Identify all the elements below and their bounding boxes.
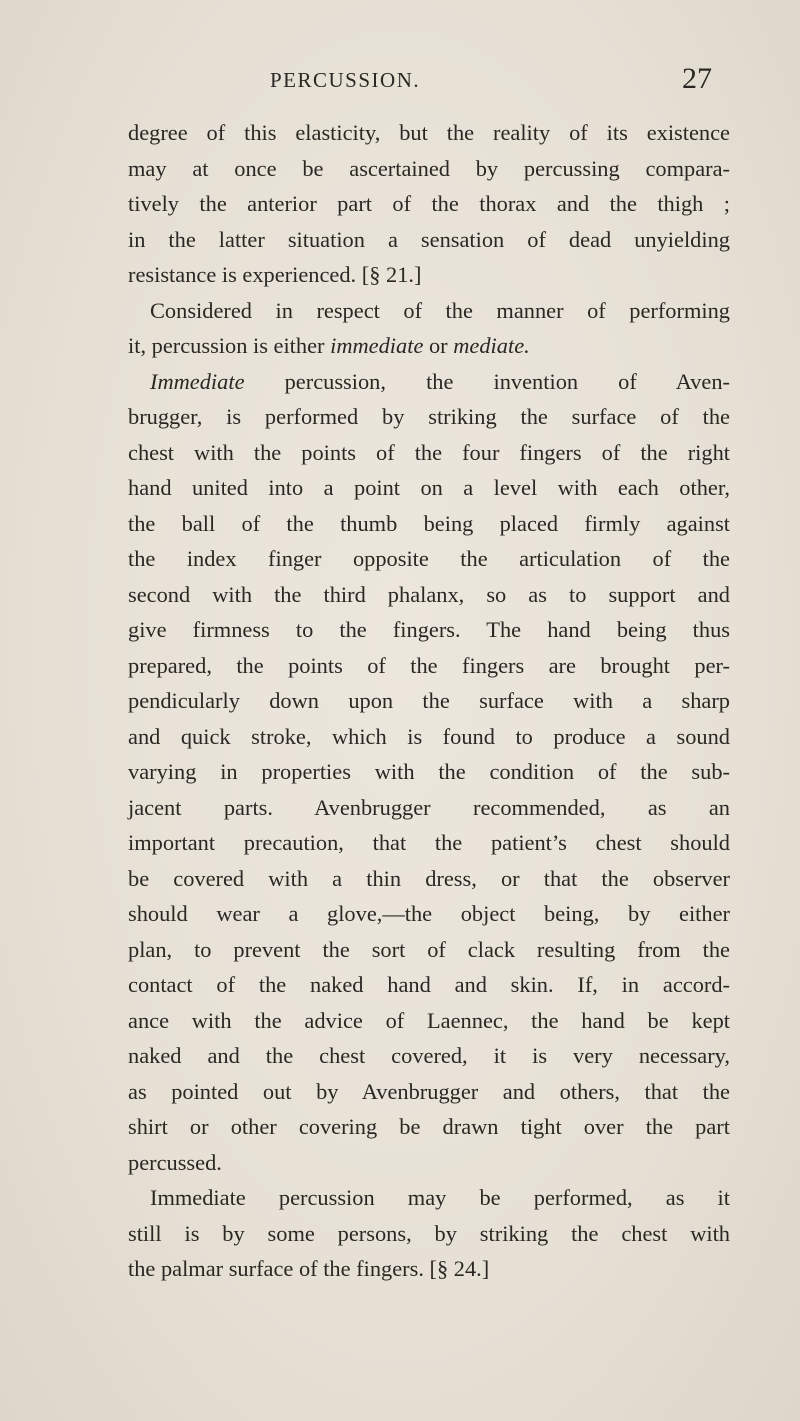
text-line: the palmar surface of the fingers. [§ 24.] (128, 1256, 490, 1281)
italic-term-immediate: immediate (330, 333, 424, 358)
text-line: ance with the advice of Laennec, the hand be kept (128, 1007, 730, 1033)
text-line: pendicularly down upon the surface with a sharp (128, 688, 730, 713)
text-line: percussed. (128, 1149, 222, 1175)
text-line: contact of the naked hand and skin. If, in accord- (128, 972, 730, 997)
text-line: resistance is experienced. [§ 21.] (128, 262, 422, 287)
text-segment: it, percussion is either (128, 333, 331, 358)
text-line: hand united into a point on a level with each other, (128, 475, 730, 500)
text-line: Immediate percussion may be performed, as it (150, 1185, 730, 1210)
text-line: may at once be ascertained by percussing compara- (128, 155, 730, 181)
italic-term-immediate: Immediate (150, 368, 245, 394)
text-line: chest with the points of the four fingers of the right (128, 439, 730, 465)
text-line: and quick stroke, which is found to produce a sound (128, 723, 730, 749)
text-line-mixed (128, 328, 730, 364)
text-line: important precaution, that the patient’s chest should (128, 830, 730, 855)
text-line: plan, to prevent the sort of clack resulting from the (128, 936, 730, 962)
page-header (0, 62, 800, 102)
text-line: second with the third phalanx, so as to support and (128, 581, 730, 607)
text-line: tively the anterior part of the thorax and the thigh ; (128, 191, 730, 216)
italic-term-mediate: mediate. (453, 333, 530, 358)
body-text (128, 115, 730, 1287)
text-line: Considered in respect of the manner of performing (150, 297, 730, 323)
text-line: shirt or other covering be drawn tight over the part (128, 1114, 730, 1139)
text-segment: percussion, the invention of Aven- (244, 368, 730, 394)
text-line: in the latter situation a sensation of dead unyielding (128, 226, 730, 252)
text-line: brugger, is performed by striking the surface of the (128, 404, 730, 429)
running-head: PERCUSSION. (270, 68, 421, 92)
text-line: degree of this elasticity, but the reality of its existence (128, 120, 730, 145)
text-line: should wear a glove,—the object being, by either (128, 901, 730, 926)
text-line: be covered with a thin dress, or that the observer (128, 865, 730, 891)
page-number: 27 (682, 62, 712, 95)
text-line: prepared, the points of the fingers are brought per- (128, 652, 730, 678)
text-line: as pointed out by Avenbrugger and others, that the (128, 1078, 730, 1104)
text-line-mixed (128, 364, 730, 400)
text-line: varying in properties with the condition of the sub- (128, 759, 730, 784)
text-line: the index finger opposite the articulation of the (128, 546, 730, 571)
text-line: the ball of the thumb being placed firmly against (128, 510, 730, 536)
text-line: still is by some persons, by striking the chest with (128, 1220, 730, 1246)
text-line: jacent parts. Avenbrugger recommended, as an (128, 794, 730, 820)
text-segment: or (423, 333, 454, 358)
text-line: naked and the chest covered, it is very necessary, (128, 1043, 730, 1068)
text-line: give firmness to the fingers. The hand being thus (128, 617, 730, 642)
